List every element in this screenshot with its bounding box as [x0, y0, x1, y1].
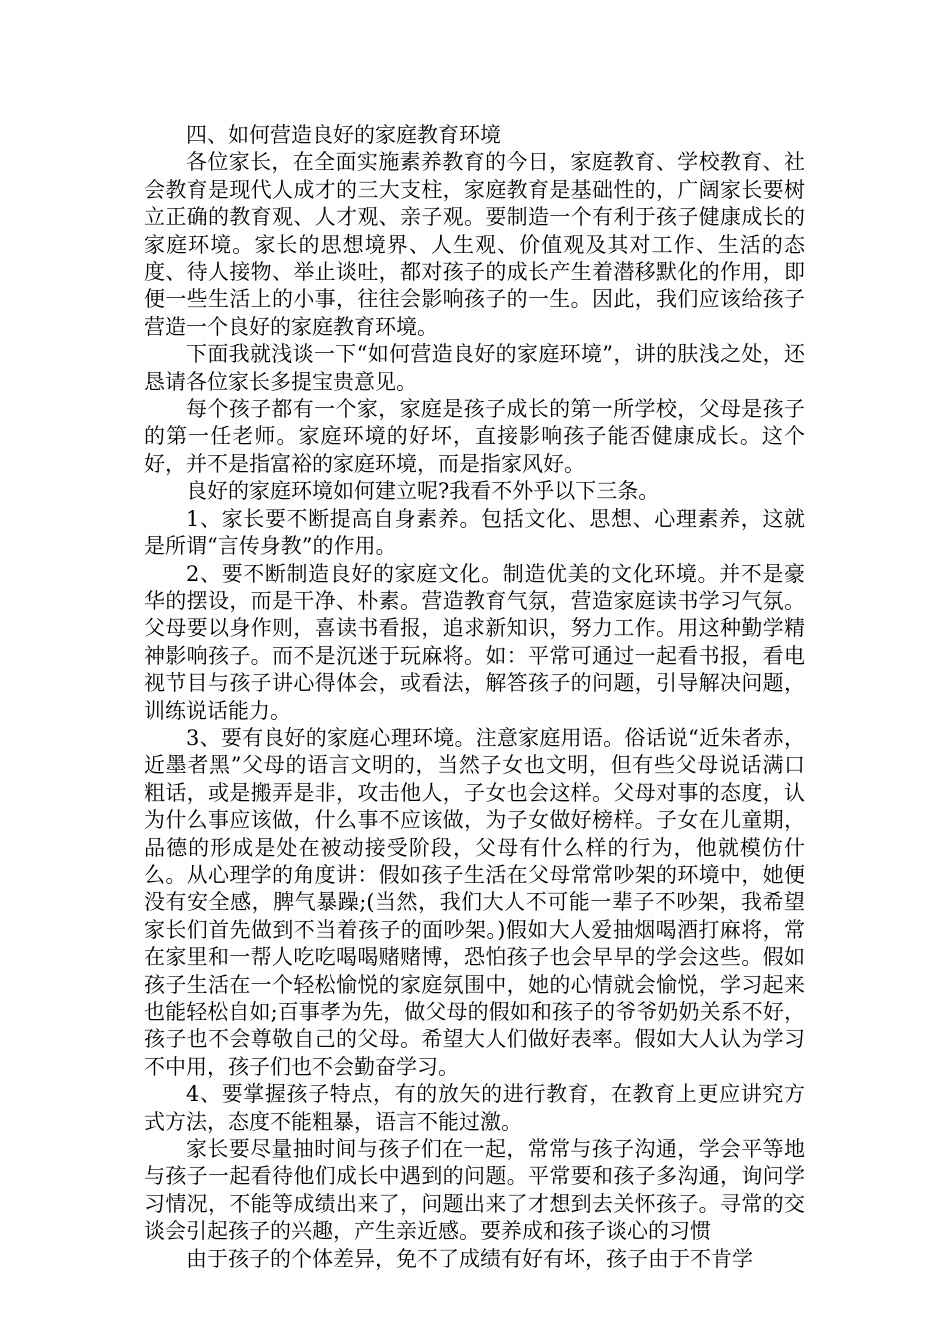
paragraph-family-school: 每个孩子都有一个家，家庭是孩子成长的第一所学校，父母是孩子的第一任老师。家庭环境的好坏，直接影响孩子能否健康成长。这个好，并不是指富裕的家庭环境，而是指家风好。 [144, 397, 805, 476]
paragraph-point-3: 3、要有良好的家庭心理环境。注意家庭用语。俗话说“近朱者赤，近墨者黑”父母的语言文明的，当然子女也文明，但有些父母说话满口粗话，或是搬弄是非，攻击他人，子女也会这样。父母对事的态度，认为什么事应该做，什么事不应该做，为子女做好榜样。子女在儿童期，品德的形成是处在被动接受阶段，父母有什么样的行为，他就模仿什么。从心理学的角度讲：假如孩子生活在父母常常吵架的环境中，她便没有安全感，脾气暴躁;(当然，我们大人不可能一辈子不吵架，我希望家长们首先做到不当着孩子的面吵架。)假如大人爱抽烟喝酒打麻将，常在家里和一帮人吃吃喝喝赌赌博，恐怕孩子也会早早的学会这些。假如孩子生活在一个轻松愉悦的家庭氛围中，她的心情就会愉悦，学习起来也能轻松自如;百事孝为先，做父母的假如和孩子的爷爷奶奶关系不好，孩子也不会尊敬自己的父母。希望大人们做好表率。假如大人认为学习不中用，孩子们也不会勤奋学习。 [144, 725, 805, 1079]
paragraph-individual-differences: 由于孩子的个体差异，免不了成绩有好有坏，孩子由于不肯学 [186, 1246, 753, 1271]
paragraph-topic: 下面我就浅谈一下“如何营造良好的家庭环境”，讲的肤浅之处，还恳请各位家长多提宝贵意见。 [144, 342, 805, 394]
paragraph-point-2: 2、要不断制造良好的家庭文化。制造优美的文化环境。并不是豪华的摆设，而是干净、朴素。营造教育气氛，营造家庭读书学习气氛。父母要以身作则，喜读书看报，追求新知识，努力工作。用这种勤学精神影响孩子。而不是沉迷于玩麻将。如：平常可通过一起看书报，看电视节目与孩子讲心得体会，或看法，解答孩子的问题，引导解决问题，训练说话能力。 [144, 561, 805, 723]
paragraph-point-1: 1、家长要不断提高自身素养。包括文化、思想、心理素养，这就是所谓“言传身教”的作用。 [144, 506, 805, 559]
paragraph-intro: 各位家长，在全面实施素养教育的今日，家庭教育、学校教育、社会教育是现代人成才的三大支柱，家庭教育是基础性的，广阔家长要树立正确的教育观、人才观、亲子观。要制造一个有利于孩子健康成长的家庭环境。家长的思想境界、人生观、价值观及其对工作、生活的态度、待人接物、举止谈吐，都对孩子的成长产生着潜移默化的作用，即便一些生活上的小事，往往会影响孩子的一生。因此，我们应该给孩子营造一个良好的家庭教育环境。 [144, 150, 805, 339]
section-heading: 四、如何营造良好的家庭教育环境 [186, 123, 501, 147]
paragraph-three-points: 良好的家庭环境如何建立呢?我看不外乎以下三条。 [186, 479, 660, 504]
paragraph-communication: 家长要尽量抽时间与孩子们在一起，常常与孩子沟通，学会平等地与孩子一起看待他们成长中遇到的问题。平常要和孩子多沟通，询问学习情况，不能等成绩出来了，问题出来了才想到去关怀孩子。寻常的交谈会引起孩子的兴趣，产生亲近感。要养成和孩子谈心的习惯 [144, 1137, 805, 1244]
document-body [144, 122, 805, 1273]
paragraph-point-4: 4、要掌握孩子特点，有的放矢的进行教育，在教育上更应讲究方式方法，态度不能粗暴，语言不能过激。 [144, 1082, 805, 1134]
